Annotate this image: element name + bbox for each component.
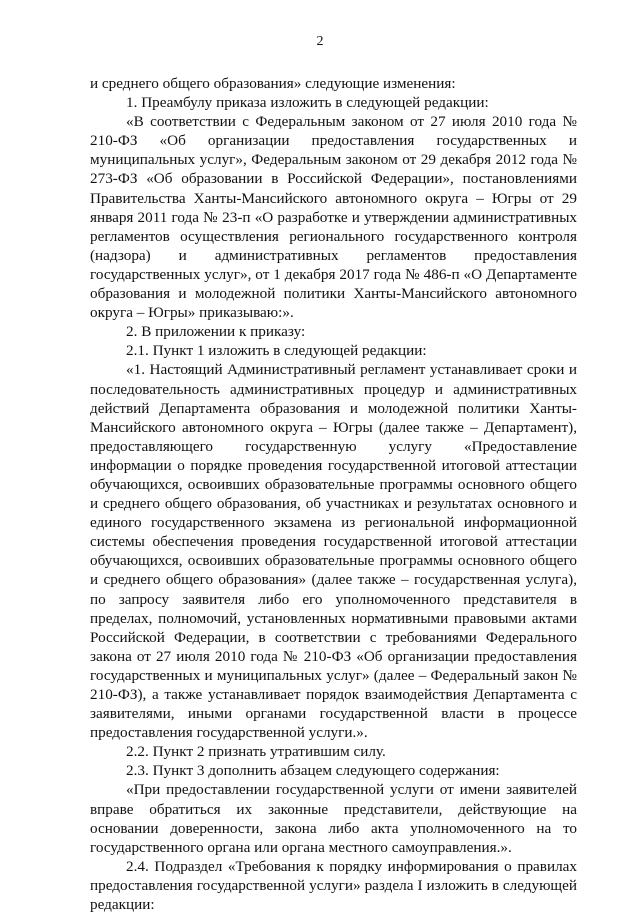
paragraph-item-2-4: 2.4. Подраздел «Требования к порядку информирования о правилах предоставления государственной услуги» раздела I изложить в следующей редакции: — [90, 857, 577, 914]
paragraph-item-2-3: 2.3. Пункт 3 дополнить абзацем следующего содержания: — [126, 762, 500, 780]
paragraph-item-2: 2. В приложении к приказу: — [126, 323, 306, 341]
paragraph-item-2-2: 2.2. Пункт 2 признать утратившим силу. — [126, 743, 386, 761]
paragraph-item-2-1: 2.1. Пункт 1 изложить в следующей редакции: — [126, 342, 427, 360]
page-number: 2 — [316, 34, 324, 49]
paragraph-preamble-text: «В соответствии с Федеральным законом от 27 июля 2010 года № 210-ФЗ «Об организации предоставления государственных и муниципальных услуг», Федеральным законом от 29 декабря 2012 года № 273-ФЗ «Об образовании в Российской Федерации», постановлениями Правительства Ханты-Мансийского автономного округа – Югры от 29 января 2011 года № 23-п «О разработке и утверждении административных регламентов осуществления регионального государственного контроля (надзора) и административных регламентов предоставления государственных услуг», от 1 декабря 2017 года № 486-п «О Департаменте образования и молодежной политики Ханты-Мансийского автономного округа – Югры» приказываю:». — [90, 113, 577, 322]
paragraph-continuation: и среднего общего образования» следующие изменения: — [90, 75, 456, 92]
paragraph-item-1: 1. Преамбулу приказа изложить в следующей редакции: — [126, 94, 489, 112]
document-body — [90, 74, 577, 914]
paragraph-point-1-text: «1. Настоящий Административный регламент устанавливает сроки и последовательность административных процедур и административных действий Департамента образования и молодежной политики Ханты-Мансийского автономного округа – Югры (далее также – Департамент), предоставляющего государственную услугу «Предоставление информации о порядке проведения государственной итоговой аттестации обучающихся, освоивших образовательные программы основного общего и среднего общего образования, об участниках и результатах основного и единого государственного экзамена из региональной информационной системы обеспечения проведения государственной итоговой аттестации обучающихся, освоивших образовательные программы основного общего и среднего общего образования» (далее также – государственная услуга), по запросу заявителя либо его уполномоченного представителя в пределах, полномочий, установленных нормативными правовыми актами Российской Федерации, в соответствии с требованиями Федерального закона от 27 июля 2010 года № 210-ФЗ «Об организации предоставления государственных и муниципальных услуг» (далее – Федеральный закон № 210-ФЗ), а также устанавливает порядок взаимодействия Департамента с заявителями, иными органами государственной власти в процессе предоставления государственной услуги.». — [90, 361, 577, 742]
paragraph-point-3-addition: «При предоставлении государственной услуги от имени заявителей вправе обратиться их законные представители, действующие на основании доверенности, закона либо акта уполномоченного на то государственного органа или органа местного самоуправления.». — [90, 781, 577, 856]
